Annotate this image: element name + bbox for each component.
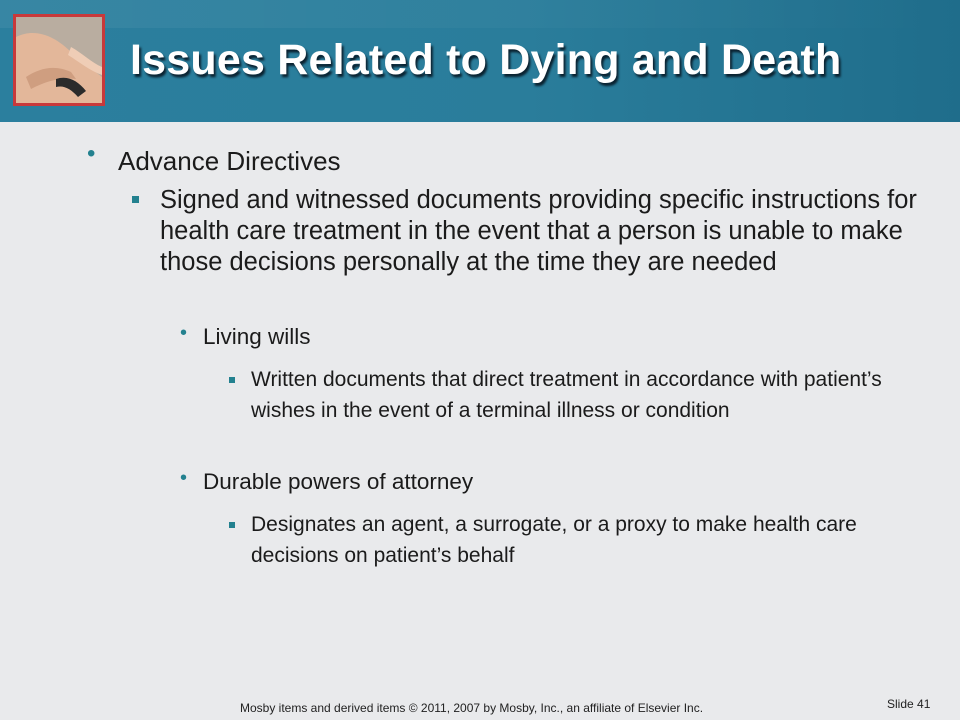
slide-title: Issues Related to Dying and Death bbox=[130, 36, 842, 84]
item-durable-powers: Durable powers of attorney bbox=[203, 469, 474, 494]
header-band bbox=[0, 0, 960, 28]
hand-photo-icon bbox=[16, 17, 102, 103]
copyright-footer: Mosby items and derived items © 2011, 2007 by Mosby, Inc., an affiliate of Elsevier Inc. bbox=[240, 701, 704, 715]
level4-square-bullet-icon bbox=[229, 522, 235, 528]
level3-bullet-icon: • bbox=[180, 322, 188, 344]
level3-bullet-icon: • bbox=[180, 467, 188, 489]
item-living-wills: Living wills bbox=[203, 324, 311, 349]
level1-bullet-icon: • bbox=[87, 140, 96, 167]
hand-photo-thumbnail bbox=[13, 14, 105, 106]
level4-square-bullet-icon bbox=[229, 377, 235, 383]
definition-text: Signed and witnessed documents providing specific instructions for health care treatment in the event that a person is unable to make those decisions personally at the time they are needed bbox=[160, 186, 917, 276]
heading-advance-directives: Advance Directives bbox=[118, 146, 341, 176]
durable-powers-detail: Designates an agent, a surrogate, or a proxy to make health care decisions on patient’s behalf bbox=[251, 513, 857, 567]
living-wills-detail: Written documents that direct treatment in accordance with patient’s wishes in the event of a terminal illness or condition bbox=[251, 368, 882, 422]
level2-square-bullet-icon bbox=[132, 196, 139, 203]
slide-number: Slide 41 bbox=[887, 697, 931, 711]
header-banner bbox=[0, 0, 960, 122]
